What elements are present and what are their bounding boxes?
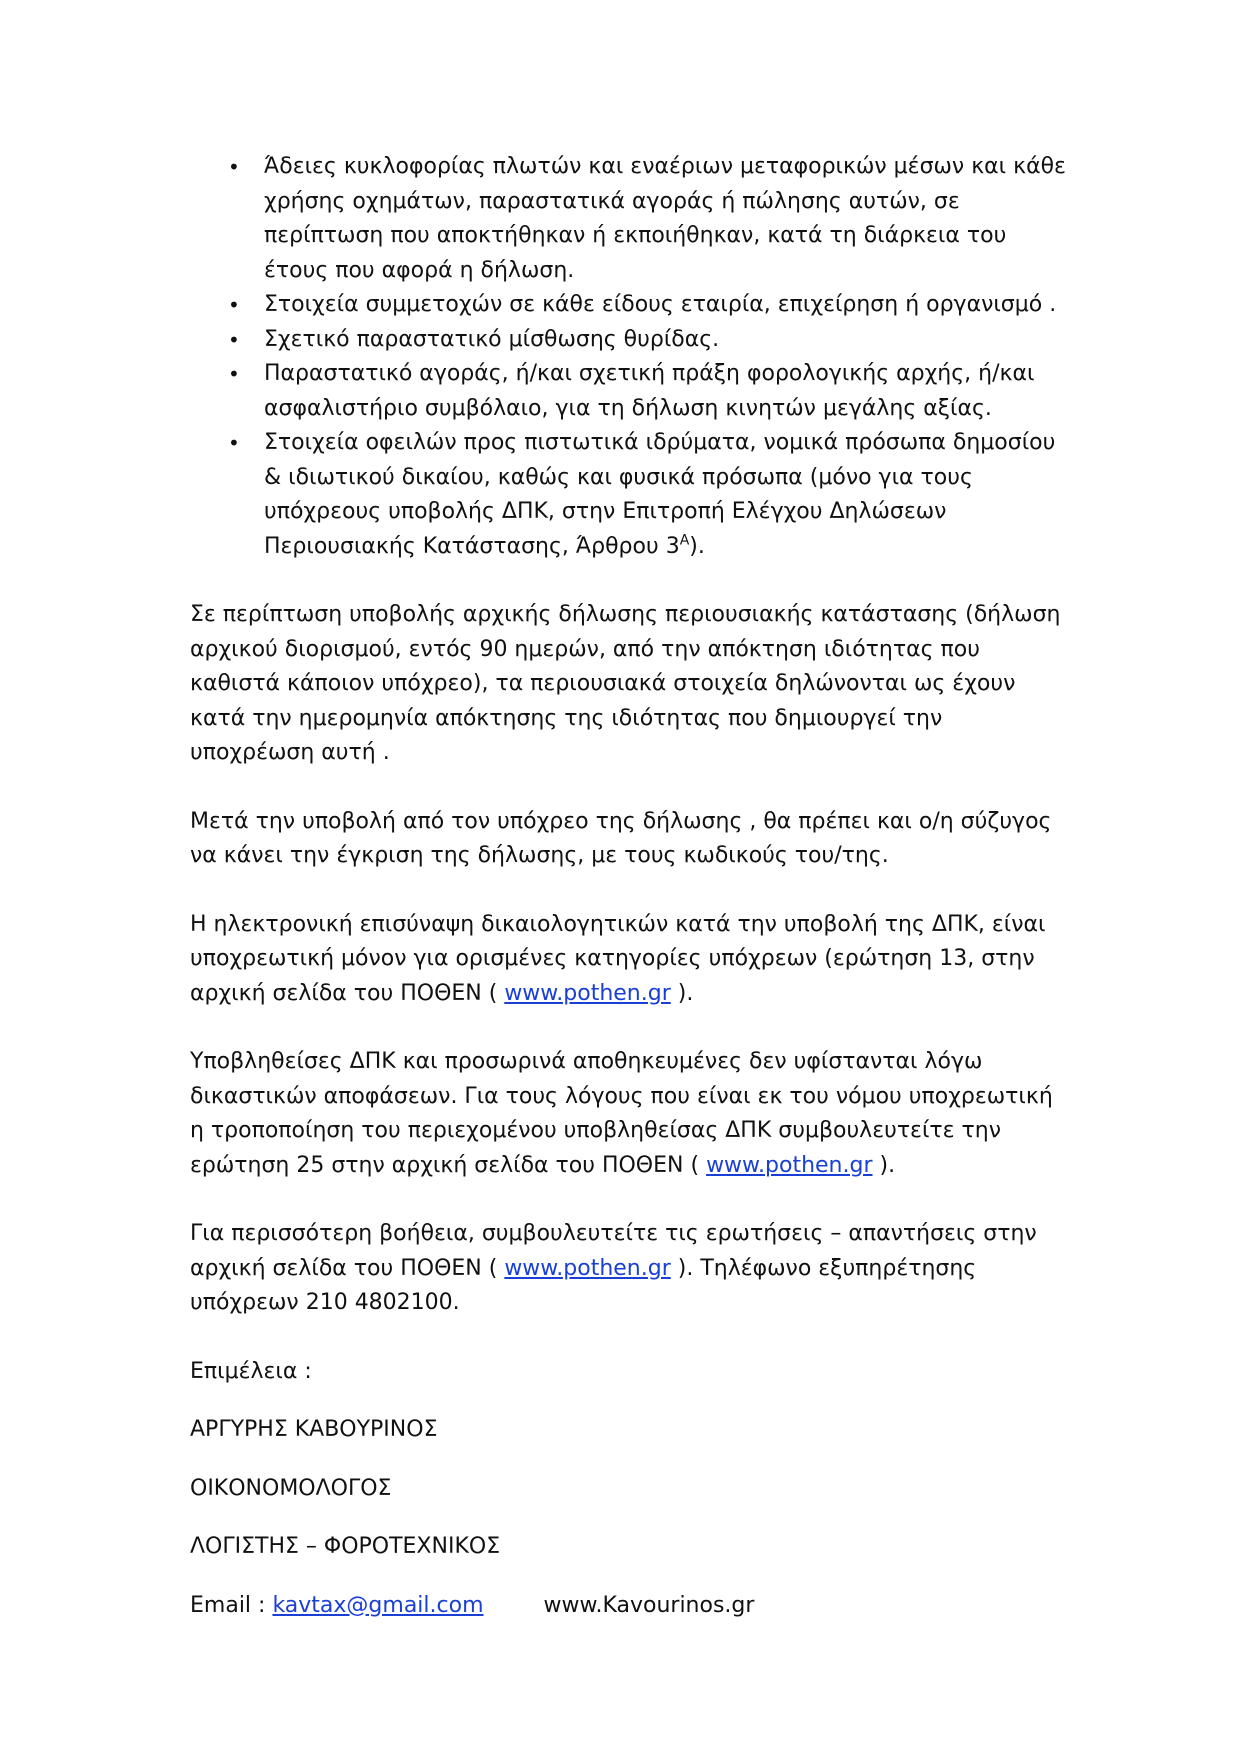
paragraph-text: Για περισσότερη βοήθεια, συμβουλευτείτε τις ερωτήσεις – απαντήσεις στην αρχική σελίδα του ΠΟΘΕΝ ( [190,1221,1037,1281]
pothen-link[interactable]: www.pothen.gr [504,980,671,1006]
paragraph-attachments [190,908,1070,1012]
author-name: ΑΡΓΥΡΗΣ ΚΑΒΟΥΡΙΝΟΣ [190,1417,438,1442]
list-item [190,357,1070,426]
paragraph-initial-declaration: Σε περίπτωση υποβολής αρχικής δήλωσης περιουσιακής κατάστασης (δήλωση αρχικού διορισμού, εντός 90 ημερών, από την απόκτηση ιδιότητας που καθιστά κάποιον υπόχρεο), τα περιουσιακά στοιχεία δηλώνονται ως έχουν κατά την ημερομηνία απόκτησης της ιδιότητας που δημιουργεί την υποχρέωση αυτή . [190,602,1061,765]
list-item-text: Σχετικό παραστατικό μίσθωσης θυρίδας. [264,326,720,352]
paragraph-submitted-declarations [190,1045,1070,1183]
list-item [190,323,1070,358]
author-title-accountant: ΛΟΓΙΣΤΗΣ – ΦΟΡΟΤΕΧΝΙΚΟΣ [190,1534,501,1559]
list-item [190,150,1070,288]
editor-label: Επιμέλεια : [190,1358,312,1384]
paragraph-help [190,1217,1070,1321]
list-item-text: Άδειες κυκλοφορίας πλωτών και εναέριων μεταφορικών μέσων και κάθε χρήσης οχημάτων, παραστατικά αγοράς ή πώλησης αυτών, σε περίπτωση που αποκτήθηκαν ή εκποιήθηκαν, κατά τη διάρκεια του έτους που αφορά η δήλωση. [264,154,1066,283]
paragraph-text: ). [670,980,694,1006]
bullet-icon: • [228,431,240,455]
paragraph-text: Υποβληθείσες ΔΠΚ και προσωρινά αποθηκευμένες δεν υφίστανται λόγω δικαστικών αποφάσεων. Για τους λόγους που είναι εκ του νόμου υποχρεωτική η τροποποίηση του περιεχομένου υποβληθείσας ΔΠΚ συμβουλευτείτε την ερώτηση 25 στην αρχική σελίδα του ΠΟΘΕΝ ( [190,1049,1053,1178]
author-title-economist: ΟΙΚΟΝΟΜΟΛΟΓΟΣ [190,1475,392,1501]
bullet-icon: • [228,327,240,352]
requirements-list [190,150,1070,564]
list-item [190,288,1070,323]
email-link[interactable]: kavtax@gmail.com [272,1592,484,1618]
list-item-text: Στοιχεία οφειλών προς πιστωτικά ιδρύματα, νομικά πρόσωπα δημοσίου & ιδιωτικού δικαίου, καθώς και φυσικά πρόσωπα (μόνο για τους υπόχρεους υποβολής ΔΠΚ, στην Επιτροπή Ελέγχου Δηλώσεων Περιουσιακής Κατάστασης, Άρθρου 3 [264,430,1056,559]
bullet-icon: • [228,293,240,317]
paragraph-spouse-approval: Μετά την υποβολή από τον υπόχρεο της δήλωσης , θα πρέπει και ο/η σύζυγος να κάνει την έγκριση της δήλωσης, με τους κωδικούς του/της. [190,808,1052,868]
list-item-text: Στοιχεία συμμετοχών σε κάθε είδους εταιρία, επιχείρηση ή οργανισμό . [264,292,1057,317]
article-superscript: Α [679,532,690,549]
paragraph-text: Η ηλεκτρονική επισύναψη δικαιολογητικών κατά την υποβολή της ΔΠΚ, είναι υποχρεωτική μόνον για ορισμένες κατηγορίες υπόχρεων (ερώτηση 13, στην αρχική σελίδα του ΠΟΘΕΝ ( [190,911,1046,1006]
bullet-icon: • [228,362,240,386]
document-page [190,150,1070,1647]
bullet-icon: • [228,155,240,179]
email-label: Email : [190,1592,273,1618]
contact-row [190,1589,1070,1624]
paragraph-text: ). [872,1152,896,1178]
paragraph-text: ). Τηλέφωνο εξυπηρέτησης υπόχρεων 210 4802100. [190,1255,977,1315]
website-text: www.Kavourinos.gr [543,1592,755,1618]
list-item-text: Παραστατικό αγοράς, ή/και σχετική πράξη φορολογικής αρχής, ή/και ασφαλιστήριο συμβόλαιο, για τη δήλωση κινητών μεγάλης αξίας. [264,361,1035,421]
pothen-link[interactable]: www.pothen.gr [504,1255,671,1281]
list-item-tail: ). [689,533,705,559]
pothen-link[interactable]: www.pothen.gr [706,1152,873,1178]
list-item [190,426,1070,564]
